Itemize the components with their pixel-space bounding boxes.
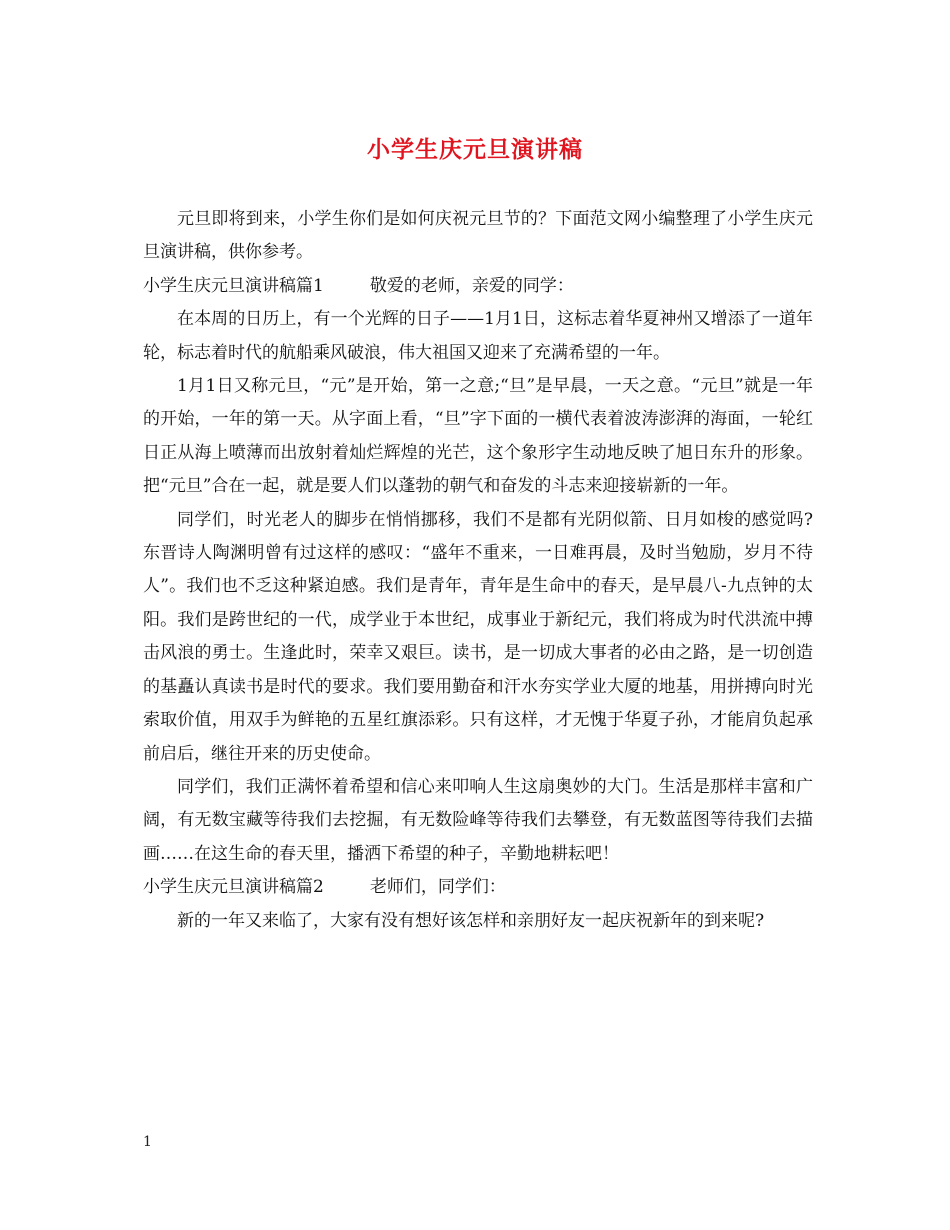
paragraph-5: 新的一年又来临了，大家有没有想好该怎样和亲朋好友一起庆祝新年的到来呢? [177, 910, 765, 931]
section-1-greeting: 敬爱的老师，亲爱的同学： [369, 275, 574, 296]
page-number: 1 [143, 1134, 152, 1150]
document-body [143, 203, 813, 938]
section-2-greeting: 老师们，同学们： [369, 877, 506, 898]
document-title: 小学生庆元旦演讲稿 [367, 136, 583, 163]
paragraph-2: 1月1日又称元旦，“元”是开始，第一之意;“旦”是早晨，一天之意。“元旦”就是一年的开始，一年的第一天。从字面上看，“旦”字下面的一横代表着波涛澎湃的海面，一轮红日正从海上喷薄而出放射着灿烂辉煌的光芒，这个象形字生动地反映了旭日东升的形象。把“元旦”合在一起，就是要人们以蓬勃的朝气和奋发的斗志来迎接崭新的一年。 [143, 376, 813, 497]
intro-paragraph: 元旦即将到来，小学生你们是如何庆祝元旦节的？下面范文网小编整理了小学生庆元旦演讲稿，供你参考。 [143, 209, 813, 263]
section-1-label: 小学生庆元旦演讲稿篇1 [143, 275, 324, 296]
paragraph-4: 同学们，我们正满怀着希望和信心来叩响人生这扇奥妙的大门。生活是那样丰富和广阔，有无数宝藏等待我们去挖掘，有无数险峰等待我们去攀登，有无数蓝图等待我们去描画……在这生命的春天里，播洒下希望的种子，辛勤地耕耘吧！ [143, 776, 813, 864]
section-2-label: 小学生庆元旦演讲稿篇2 [143, 877, 324, 898]
section-1-heading [143, 270, 813, 303]
paragraph-1: 在本周的日历上，有一个光辉的日子——1月1日，这标志着华夏神州又增添了一道年轮，标志着时代的航船乘风破浪，伟大祖国又迎来了充满希望的一年。 [143, 309, 813, 363]
section-2-heading [143, 871, 813, 904]
paragraph-3: 同学们，时光老人的脚步在悄悄挪移，我们不是都有光阴似箭、日月如梭的感觉吗?东晋诗人陶渊明曾有过这样的感叹：“盛年不重来，一日难再晨，及时当勉励，岁月不待人”。我们也不乏这种紧迫感。我们是青年，青年是生命中的春天，是早晨八-九点钟的太阳。我们是跨世纪的一代，成学业于本世纪，成事业于新纪元，我们将成为时代洪流中搏击风浪的勇士。生逢此时，荣幸又艰巨。读书，是一切成大事者的必由之路，是一切创造的基矗认真读书是时代的要求。我们要用勤奋和汗水夯实学业大厦的地基，用拼搏向时光索取价值，用双手为鲜艳的五星红旗添彩。只有这样，才无愧于华夏子孙，才能肩负起承前启后，继往开来的历史使命。 [143, 509, 813, 764]
